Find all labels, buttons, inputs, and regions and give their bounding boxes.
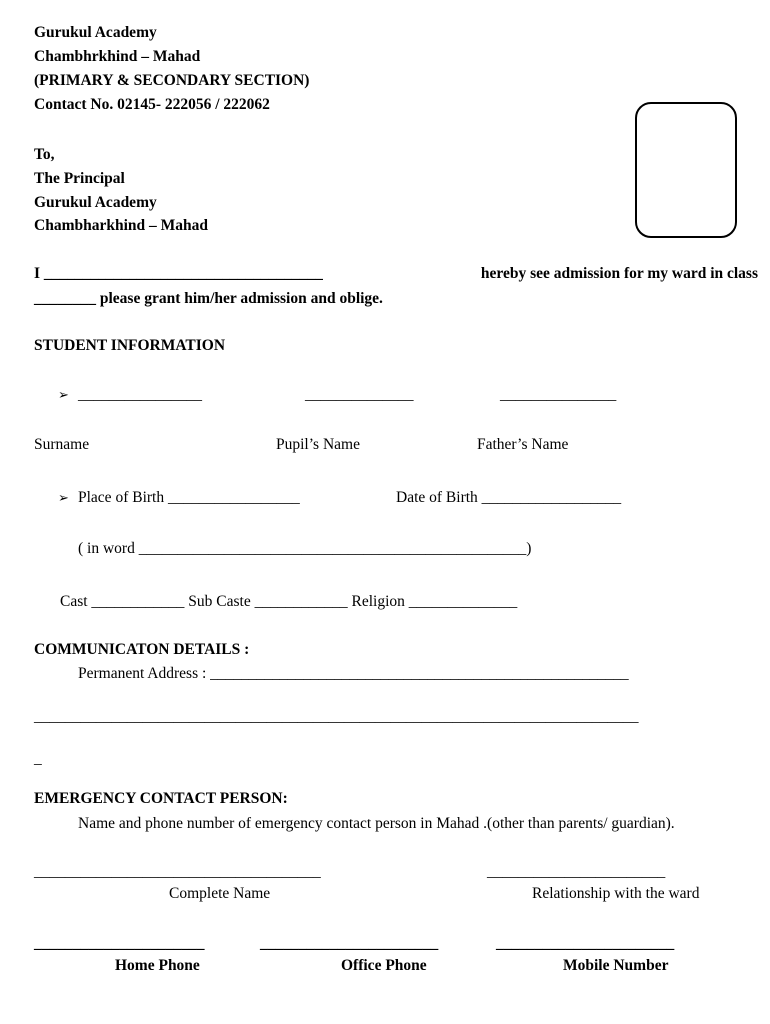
relationship-field[interactable]: _______________________ <box>487 863 666 880</box>
recipient-school: Gurukul Academy <box>34 194 157 211</box>
student-info-heading: STUDENT INFORMATION <box>34 337 226 354</box>
complete-name-label: Complete Name <box>169 885 271 902</box>
surname-field[interactable]: ________________ <box>78 386 202 403</box>
pupil-name-field[interactable]: ______________ <box>305 386 414 403</box>
name-blanks-row <box>58 386 76 405</box>
relationship-label: Relationship with the ward <box>532 885 700 902</box>
school-section: (PRIMARY & SECONDARY SECTION) <box>34 72 310 89</box>
place-of-birth-field[interactable]: Place of Birth _________________ <box>78 489 300 506</box>
dob-in-words-field[interactable]: ( in word __________________________________________________) <box>78 540 532 557</box>
office-phone-field[interactable]: _______________________ <box>260 935 439 952</box>
school-name: Gurukul Academy <box>34 24 157 41</box>
to-label: To, <box>34 146 55 163</box>
address-continuation-line[interactable]: ______________________________________________________________________________ <box>34 708 639 725</box>
communication-heading: COMMUNICATON DETAILS : <box>34 641 250 658</box>
emergency-heading: EMERGENCY CONTACT PERSON: <box>34 790 288 807</box>
father-name-field[interactable]: _______________ <box>500 386 617 403</box>
recipient-place: Chambharkhind – Mahad <box>34 217 209 234</box>
emergency-instruction: Name and phone number of emergency contact person in Mahad .(other than parents/ guardian). <box>78 815 675 832</box>
pupil-name-label: Pupil’s Name <box>276 436 360 453</box>
date-of-birth-field[interactable]: Date of Birth __________________ <box>396 489 622 506</box>
birth-row <box>58 489 76 508</box>
mobile-number-field[interactable]: _______________________ <box>496 935 675 952</box>
school-contact: Contact No. 02145- 222056 / 222062 <box>34 96 270 113</box>
recipient-title: The Principal <box>34 170 125 187</box>
bullet-arrow-icon: ➢ <box>58 490 69 505</box>
home-phone-label: Home Phone <box>115 957 200 974</box>
photo-box <box>635 102 737 238</box>
school-location: Chambhrkhind – Mahad <box>34 48 201 65</box>
emergency-name-field[interactable]: _____________________________________ <box>34 863 321 880</box>
mobile-number-label: Mobile Number <box>563 957 669 974</box>
request-line-end: hereby see admission for my ward in class <box>480 265 758 282</box>
request-line-start: I ____________________________________ <box>34 265 323 282</box>
request-line-2: ________ please grant him/her admission and oblige. <box>34 290 383 307</box>
father-name-label: Father’s Name <box>477 436 569 453</box>
address-dash: _ <box>34 750 42 767</box>
bullet-arrow-icon: ➢ <box>58 387 69 402</box>
caste-religion-field[interactable]: Cast ____________ Sub Caste ____________ Religion ______________ <box>60 593 518 610</box>
home-phone-field[interactable]: ______________________ <box>34 935 205 952</box>
office-phone-label: Office Phone <box>341 957 427 974</box>
surname-label: Surname <box>34 436 90 453</box>
permanent-address-field[interactable]: Permanent Address : ______________________________________________________ <box>78 665 629 682</box>
